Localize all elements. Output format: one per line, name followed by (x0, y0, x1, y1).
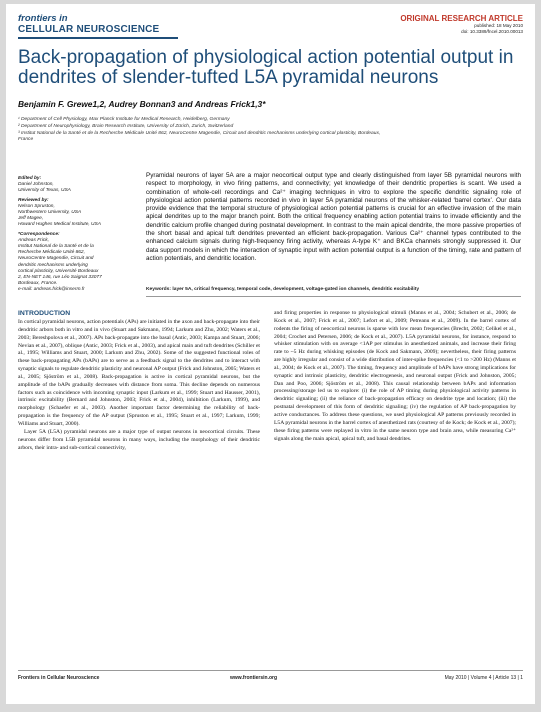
correspondence-label: *Correspondence: (18, 231, 60, 237)
sidebar-line: Andreas Frick, (18, 237, 49, 243)
footer-issue: May 2010 | Volume 4 | Article 13 | 1 (444, 675, 523, 681)
body-left-column (18, 310, 260, 452)
body-right-column (274, 310, 516, 443)
affiliation-2: ² Department of Neurophysiology, Brain Research Institute, University of Zürich, Zurich, Switzerland (18, 123, 234, 129)
body-paragraph: Layer 5A (L5A) pyramidal neurons are a major type of output neurons in neocortical circuits. These neurons differ from L5B pyramidal neurons in many ways, including the morphology of their dendritic arbors, their intra- and sub-cortical connectivity, (18, 428, 260, 451)
sidebar-line: cortical plasticity, Université Bordeaux (18, 268, 99, 274)
sidebar-line: Jeff Magee, (18, 216, 44, 222)
body-paragraph: In cortical pyramidal neurons, action potentials (APs) are initiated in the axon and back-propagate into their dendritic arbors both in vitro and in vivo (Stuart and Sakmann, 1994; Larkum and Zhu, 2002; Waters et al., 2003; Bereshpolova et al., 2007). APs back-propagate into the basal (Antic, 2003; Kampa and Stuart, 2006; Nevian et al., 2007), oblique (Antic, 2003; Frick et al., 2003), and apical main and tuft dendrites (Schiller et al., 1995; Williams and Stuart, 2000; Larkum and Zhu, 2002). Some of the suggested functional roles of these back-propagating APs (bAPs) are to serve as a feedback signal to the dendrites and to interact with synaptic signals to regulate dendritic plasticity and neuronal AP output (Frick and Johnston, 2005; Waters et al., 2005; Sjöström et al., 2008). Back-propagation is active in cortical pyramidal neurons, but the amplitude of the bAPs gradually decreases with distance from soma. This decline depends on numerous factors such as coincidence with incoming synaptic input (Larkum et al., 1999; Stuart and Hausser, 2001), intrinsic excitability (Bernard and Johnston, 2003; Frick et al., 2004), inhibition (Larkum, 1999), and morphology (Schaefer et al., 2003). Another important factor determining the reliability of back-propagation is the frequency of the AP output (Spruston et al., 1995; Stuart et al., 1997; Larkum, 1999; Williams and Stuart, 2000). (18, 319, 260, 427)
reviewed-by (18, 198, 130, 229)
article-page (6, 4, 535, 704)
correspondence (18, 232, 130, 294)
article-type: ORIGINAL RESEARCH ARTICLE (400, 14, 523, 23)
sidebar-line: dendritic mechanisms underlying (18, 262, 88, 268)
sidebar-line: NeuroCentre Magendie, Circuit and (18, 256, 94, 262)
email-link[interactable]: e-mail: andreas.frick@inserm.fr (18, 287, 85, 293)
journal-line2: CELLULAR NEUROSCIENCE (18, 24, 160, 35)
section-heading: INTRODUCTION (18, 310, 71, 317)
sidebar-line: University of Texas, USA (18, 188, 71, 194)
affiliation-3-cont: France (18, 137, 34, 143)
sidebar-line: Daniel Johnston, (18, 182, 54, 188)
author-list: Benjamin F. Grewe1,2, Audrey Bonnan3 and Andreas Frick1,3* (18, 99, 266, 109)
sidebar-line: Northwestern University, USA (18, 210, 82, 216)
affiliations (18, 117, 458, 144)
edited-by (18, 176, 130, 195)
abstract: Pyramidal neurons of layer 5A are a major neocortical output type and clearly distinguished from layer 5B pyramidal neurons with respect to morphology, in vivo firing patterns, and connectivity; yet knowledge of their dendritic properties is scant. We used a combination of whole-cell recordings and Ca²⁺ imaging techniques in vitro to explore the specific dendritic signaling role of physiological action potential patterns recorded in vivo in layer 5A pyramidal neurons of the whisker-related ‘barrel cortex’. Our data provide evidence that the temporal structure of physiological action potential patterns is crucial for an effective invasion of the main apical dendrites up to the major branch point. Both the critical frequency enabling action potential trains to invade efficiently and the dendritic calcium profile changed during postnatal development. In contrast to the main apical dendrite, the more passive properties of the short basal and apical tuft dendrites prevented an efficient back-propagation. Various Ca²⁺ channel types contributed to the enhanced calcium signals during high-frequency firing activity, whereas A-type K⁺ and BKCa channels strongly suppressed it. Our data support models in which the interaction of synaptic input with action potential output is a function of the timing, rate and pattern of action potentials, and dendritic location. (146, 172, 521, 262)
sidebar-line: 2, EN-NET 146, rue Léo Saignat 33077 (18, 275, 102, 281)
sidebar-line: Nelson Spruston, (18, 203, 55, 209)
sidebar-line: Recherche Médicale Unité 862, (18, 250, 85, 256)
article-title: Back-propagation of physiological action potential output in dendrites of slender-tufted L5A pyramidal neurons (18, 47, 514, 88)
edited-label: Edited by: (18, 176, 42, 181)
article-meta (400, 14, 523, 35)
footer-rule (18, 670, 523, 671)
sidebar-line: Bordeaux, France. (18, 281, 58, 287)
journal-logo[interactable] (18, 14, 178, 35)
footer-journal: Frontiers in Cellular Neuroscience (18, 675, 100, 681)
editorial-sidebar (18, 176, 130, 297)
body-paragraph: and firing properties in response to physiological stimuli (Manns et al., 2004; Schubert et al., 2006; de Kock et al., 2007; Frick et al., 2007; Lefort et al., 2009; Petreanu et al., 2009). In the barrel cortex of rodents the firing of neocortical neurons is sparse with low mean frequencies (Brecht, 2002; Celikel et al., 2004; Crochet and Petersen, 2006; de Kock et al., 2007). L5A pyramidal neurons, for instance, respond to whisker stimulation with on average <1AP per stimulus in anesthetized animals, and increase their firing rate to ~5 Hz during whisking episodes (de Kock and Sakmann, 2009); nevertheless, their firing patterns are highly irregular and consist of a wide distribution of inter-spike frequencies (<1 to >200 Hz) (Manns et al., 2004; de Kock et al., 2007). The timing, frequency and amplitude of bAPs have strong implications for synaptic and intrinsic plasticity, dendritic electrogenesis, and neuronal output (Frick and Johnston, 2005; Dan and Poo, 2006; Sjöström et al., 2008). This causal relationship between bAPs and information processing/storage led us to explore: (i) the role of AP timing during physiological activity patterns in dendritic signaling; (ii) the reliance of back-propagation efficacy on dendrite type and location; (iii) the postnatal development of this form of dendritic signaling; (iv) the regulation of AP back-propagation by active conductances. To address these questions, we used physiological AP patterns previously recorded in L5A pyramidal neurons in the barrel cortex of anesthetized rats (courtesy of de Kock; de Kock et al., 2007); these firing patterns were replayed in vitro in the same neuron type and brain area, while measuring Ca²⁺ signals along the main apical, apical tuft, and basal dendrites. (274, 310, 516, 442)
affiliation-3: ³ Institut National de la Santé et de la Recherche Médicale Unité 862, NeuroCentre Magendie, Circuit and dendritic mechanisms underlying cortical plasticity, Bordeaux, (18, 130, 381, 136)
journal-rule (18, 37, 178, 39)
affiliation-1: ¹ Department of Cell Physiology, Max Planck Institute for Medical Research, Heidelberg, Germany (18, 117, 230, 122)
keywords-rule (146, 296, 521, 297)
doi-link[interactable]: doi: 10.3389/fncel.2010.00013 (461, 29, 523, 34)
sidebar-line: Howard Hughes Medical Institute, USA (18, 222, 101, 228)
journal-line1: frontiers in (18, 13, 68, 24)
keywords: Keywords: layer 5A, critical frequency, temporal code, development, voltage-gated ion channels, dendritic excitability (146, 287, 420, 292)
published-date: published: 18 May 2010 (474, 23, 523, 28)
sidebar-line: Institut National de la Santé et de la (18, 244, 94, 250)
footer-site-link[interactable]: www.frontiersin.org (230, 675, 278, 681)
reviewed-label: Reviewed by: (18, 197, 49, 203)
